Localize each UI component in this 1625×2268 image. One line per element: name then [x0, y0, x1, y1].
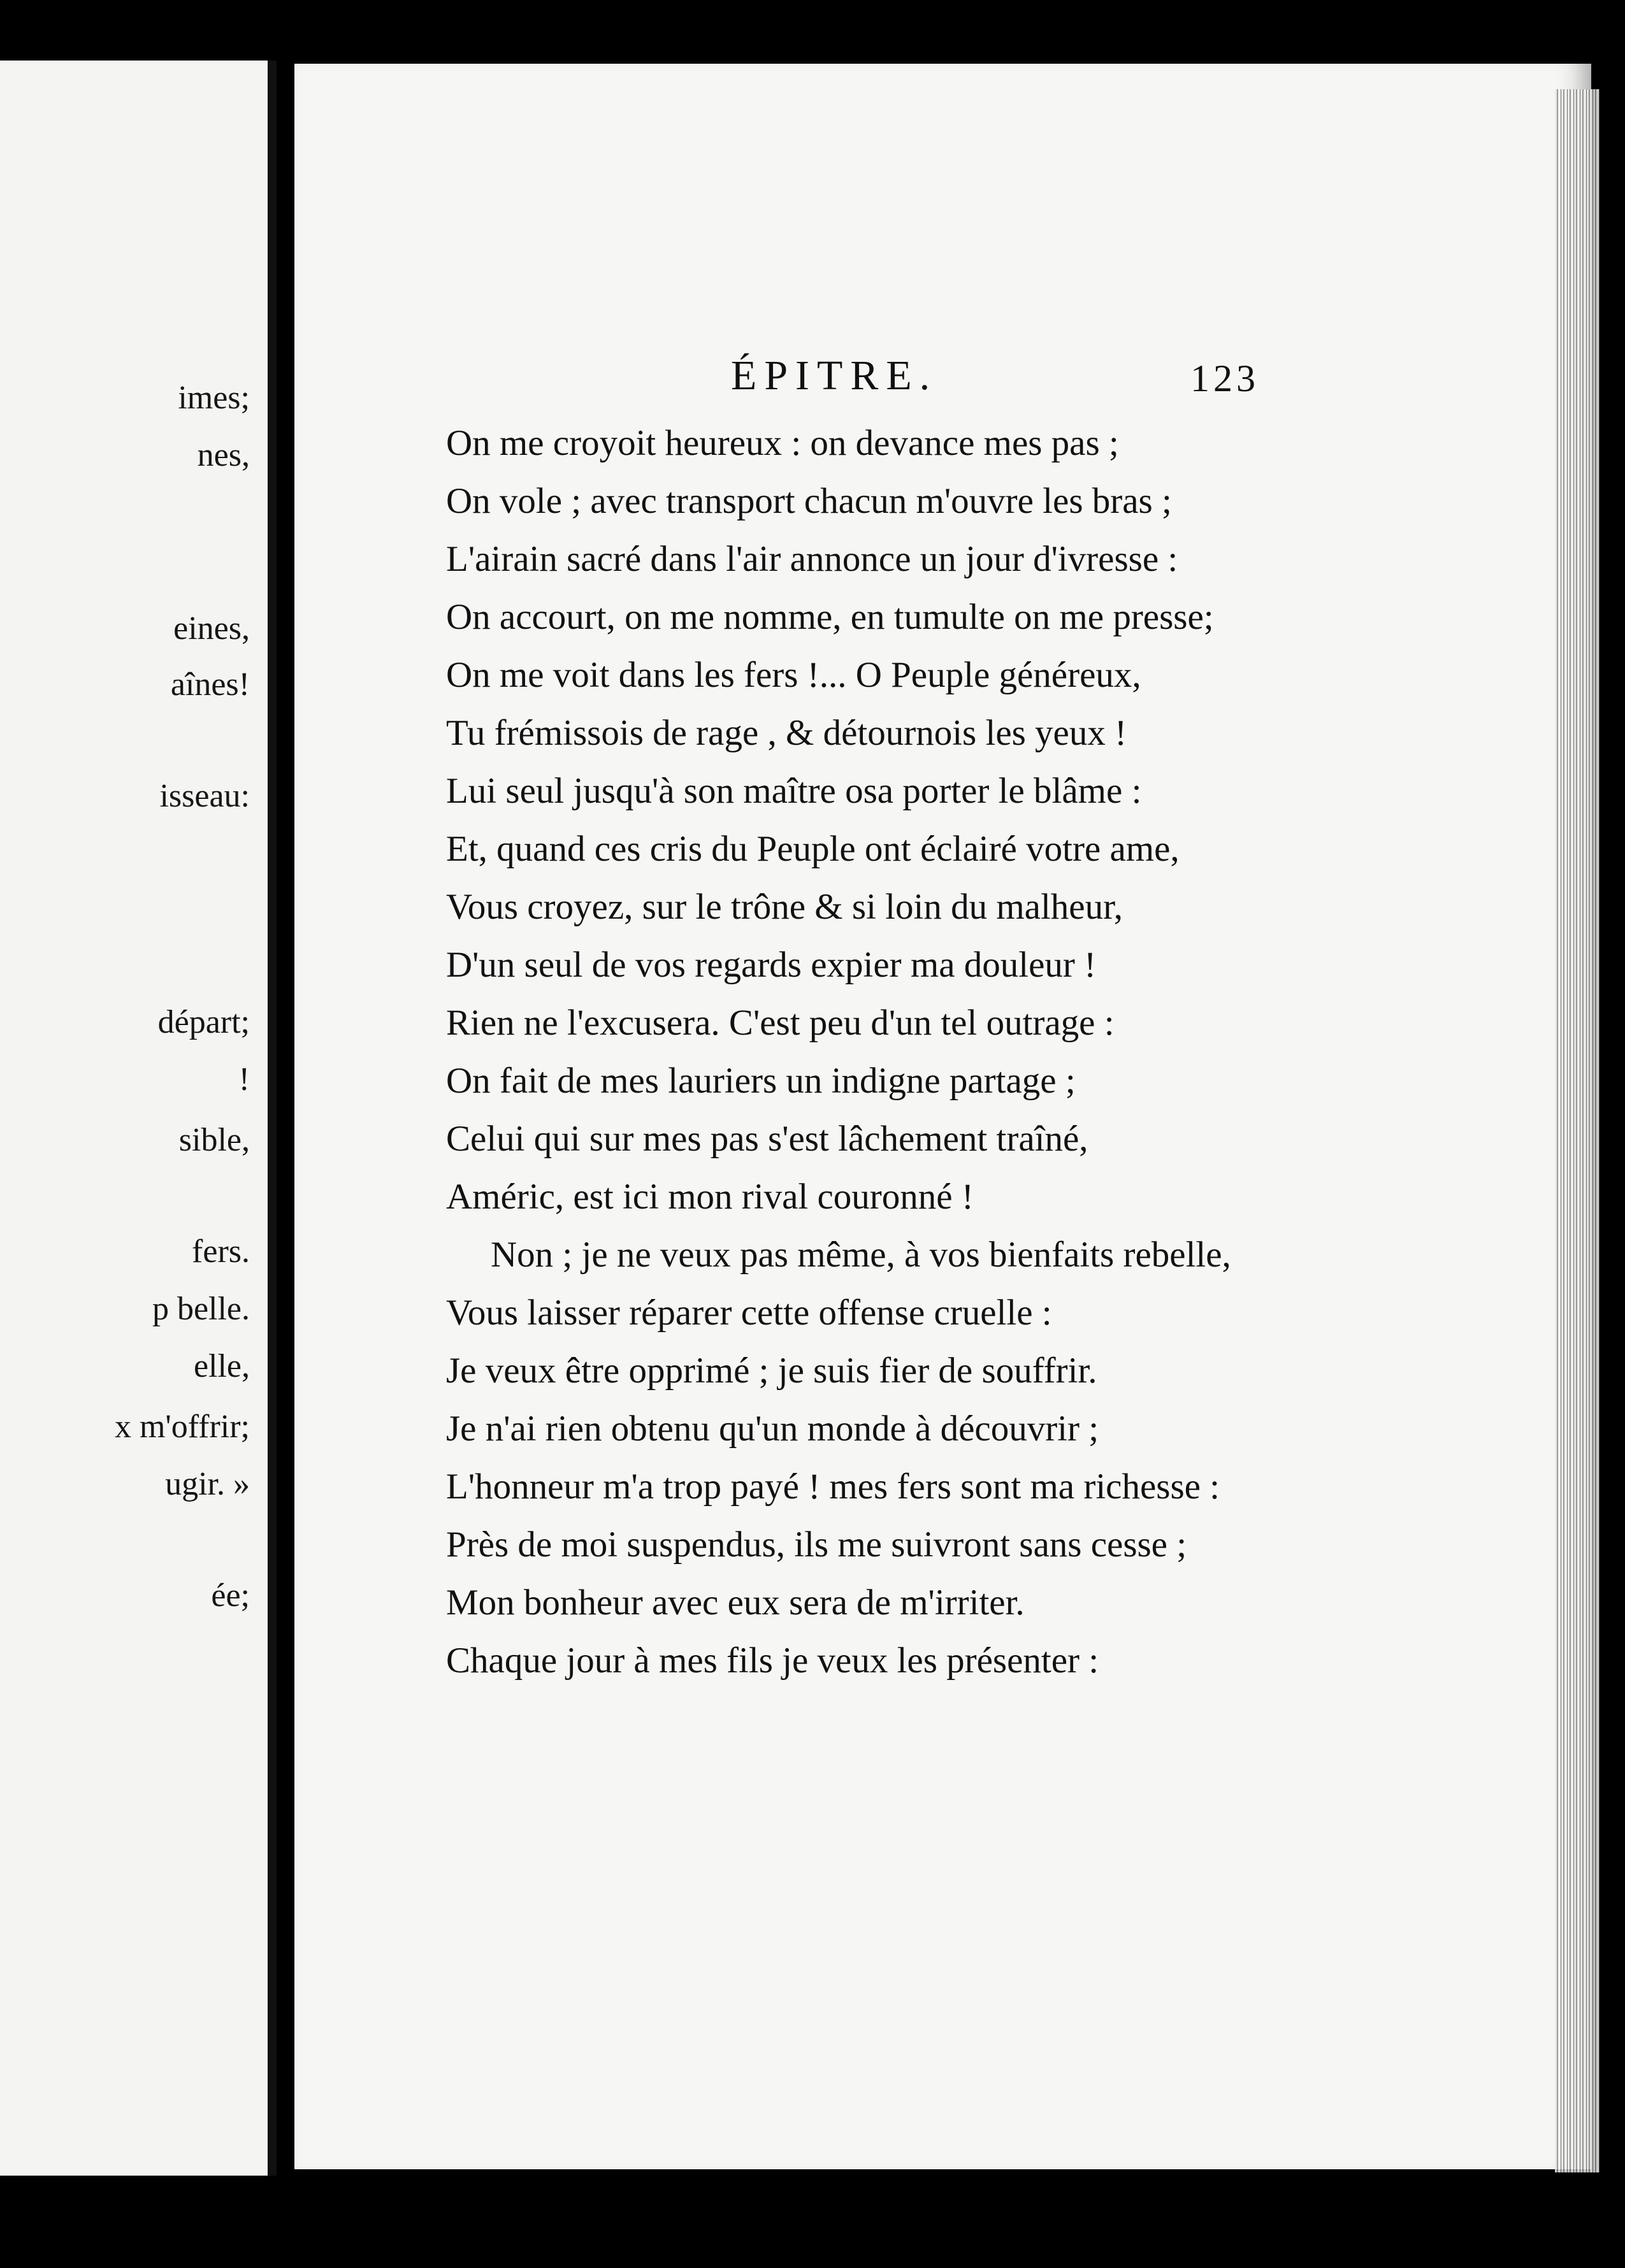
- verse-line: On accourt, on me nomme, en tumulte on me presse;: [446, 597, 1214, 637]
- verse-line: Près de moi suspendus, ils me suivront sans cesse ;: [446, 1525, 1187, 1565]
- verse-line: Tu frémissois de rage , & détournois les yeux !: [446, 713, 1127, 753]
- verse-line: Celui qui sur mes pas s'est lâchement traîné,: [446, 1119, 1088, 1159]
- verse-line: On vole ; avec transport chacun m'ouvre les bras ;: [446, 481, 1172, 521]
- previous-page-fragment: [0, 61, 277, 2176]
- left-line-fragment: fers.: [192, 1233, 250, 1270]
- page-edges: [1555, 89, 1600, 2172]
- verse-line: D'un seul de vos regards expier ma douleur !: [446, 945, 1097, 985]
- verse-line: On fait de mes lauriers un indigne partage ;: [446, 1061, 1076, 1101]
- verse-line: Je n'ai rien obtenu qu'un monde à découvrir ;: [446, 1409, 1099, 1449]
- verse-line-indented: Non ; je ne veux pas même, à vos bienfaits rebelle,: [491, 1235, 1231, 1275]
- verse-line: Rien ne l'excusera. C'est peu d'un tel outrage :: [446, 1003, 1115, 1043]
- left-line-fragment: aînes!: [170, 666, 250, 703]
- verse-line: Chaque jour à mes fils je veux les présenter :: [446, 1640, 1099, 1681]
- left-line-fragment: sible,: [178, 1122, 250, 1158]
- left-line-fragment: elle,: [193, 1348, 250, 1384]
- page-number: 123: [1190, 357, 1259, 399]
- left-line-fragment: !: [238, 1061, 250, 1098]
- left-line-fragment: ugir. »: [165, 1466, 250, 1502]
- verse-line: Vous laisser réparer cette offense cruelle :: [446, 1293, 1052, 1333]
- left-line-fragment: départ;: [157, 1004, 250, 1040]
- left-line-fragment: ée;: [211, 1577, 250, 1614]
- left-line-fragment: isseau:: [159, 778, 250, 814]
- verse-line: Améric, est ici mon rival couronné !: [446, 1177, 974, 1217]
- verse-line: Lui seul jusqu'à son maître osa porter le blâme :: [446, 771, 1142, 811]
- verse-line: Mon bonheur avec eux sera de m'irriter.: [446, 1583, 1025, 1623]
- verse-line: L'honneur m'a trop payé ! mes fers sont ma richesse :: [446, 1467, 1220, 1507]
- verse-line: L'airain sacré dans l'air annonce un jour d'ivresse :: [446, 539, 1178, 579]
- left-line-fragment: p belle.: [152, 1291, 250, 1327]
- verse-line: On me croyoit heureux : on devance mes pas ;: [446, 423, 1119, 463]
- left-line-fragment: imes;: [178, 380, 250, 416]
- left-line-fragment: eines,: [173, 610, 250, 647]
- verse-line: On me voit dans les fers !... O Peuple généreux,: [446, 655, 1141, 695]
- verse-line: Vous croyez, sur le trône & si loin du malheur,: [446, 887, 1123, 927]
- running-head: ÉPITRE.: [731, 352, 938, 399]
- verse-line: Et, quand ces cris du Peuple ont éclairé votre ame,: [446, 829, 1180, 869]
- left-line-fragment: x m'offrir;: [114, 1409, 250, 1445]
- poem-text: [446, 414, 1542, 1690]
- left-line-fragment: nes,: [197, 437, 250, 473]
- verse-line: Je veux être opprimé ; je suis fier de souffrir.: [446, 1351, 1097, 1391]
